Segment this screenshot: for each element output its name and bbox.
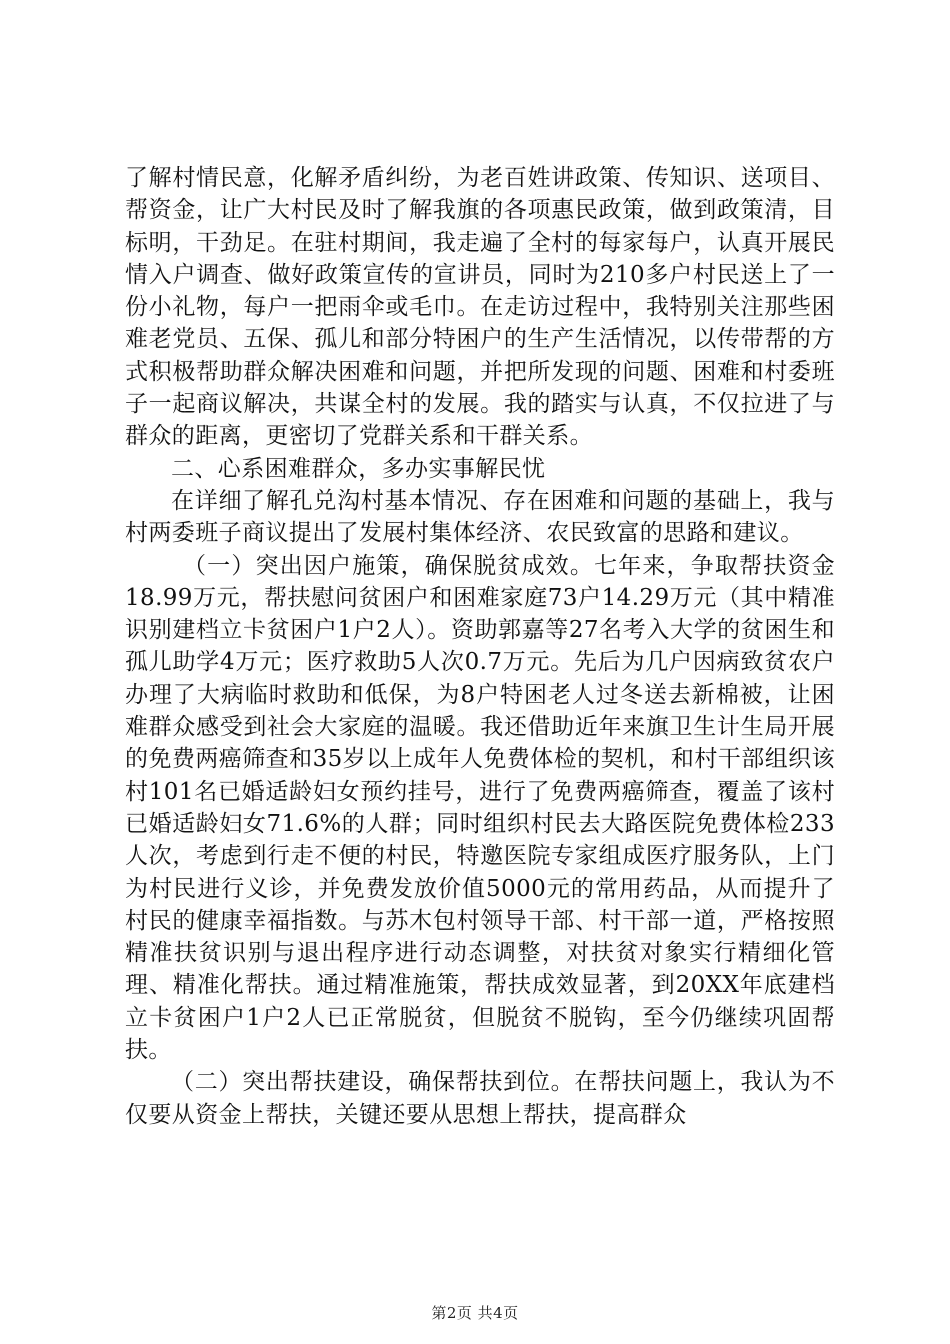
- paragraph-intro: 在详细了解孔兑沟村基本情况、存在困难和问题的基础上，我与村两委班子商议提出了发展村集体经济、农民致富的思路和建议。: [125, 487, 835, 547]
- paragraph-subsection-two: （二）突出帮扶建设，确保帮扶到位。在帮扶问题上，我认为不仅要从资金上帮扶，关键还要从思想上帮扶，提高群众: [125, 1069, 835, 1128]
- document-body: [125, 162, 835, 1131]
- paragraph-continued: 了解村情民意，化解矛盾纠纷，为老百姓讲政策、传知识、送项目、帮资金，让广大村民及时了解我旗的各项惠民政策，做到政策清，目标明，干劲足。在驻村期间，我走遍了全村的每家每户，认真开展民情入户调查、做好政策宣传的宣讲员，同时为210多户村民送上了一份小礼物，每户一把雨伞或毛巾。在走访过程中，我特别关注那些困难老党员、五保、孤儿和部分特困户的生产生活情况，以传带帮的方式积极帮助群众解决困难和问题，并把所发现的问题、困难和村委班子一起商议解决，共谋全村的发展。我的踏实与认真，不仅拉进了与群众的距离，更密切了党群关系和干群关系。: [125, 165, 835, 450]
- paragraph-subsection-one: （一）突出因户施策，确保脱贫成效。七年来，争取帮扶资金18.99万元，帮扶慰问贫困户和困难家庭73户14.29万元（其中精准识别建档立卡贫困户1户2人）。资助郭嘉等27名考入大学的贫困生和孤儿助学4万元；医疗救助5人次0.7万元。先后为几户因病致贫农户办理了大病临时救助和低保，为8户特困老人过冬送去新棉被，让困难群众感受到社会大家庭的温暖。我还借助近年来旗卫生计生局开展的免费两癌筛查和35岁以上成年人免费体检的契机，和村干部组织该村101名已婚适龄妇女预约挂号，进行了免费两癌筛查，覆盖了该村已婚适龄妇女71.6%的人群；同时组织村民去大路医院免费体检233人次，考虑到行走不便的村民，特邀医院专家组成医疗服务队，上门为村民进行义诊，并免费发放价值5000元的常用药品，从而提升了村民的健康幸福指数。与苏木包村领导干部、村干部一道，严格按照精准扶贫识别与退出程序进行动态调整，对扶贫对象实行精细化管理、精准化帮扶。通过精准施策，帮扶成效显著，到20XX年底建档立卡贫困户1户2人已正常脱贫，但脱贫不脱钩，至今仍继续巩固帮扶。: [125, 552, 835, 1064]
- section-heading-two: 二、心系困难群众，多办实事解民忧: [171, 455, 546, 482]
- page-footer: 第2页 共4页: [431, 1304, 519, 1322]
